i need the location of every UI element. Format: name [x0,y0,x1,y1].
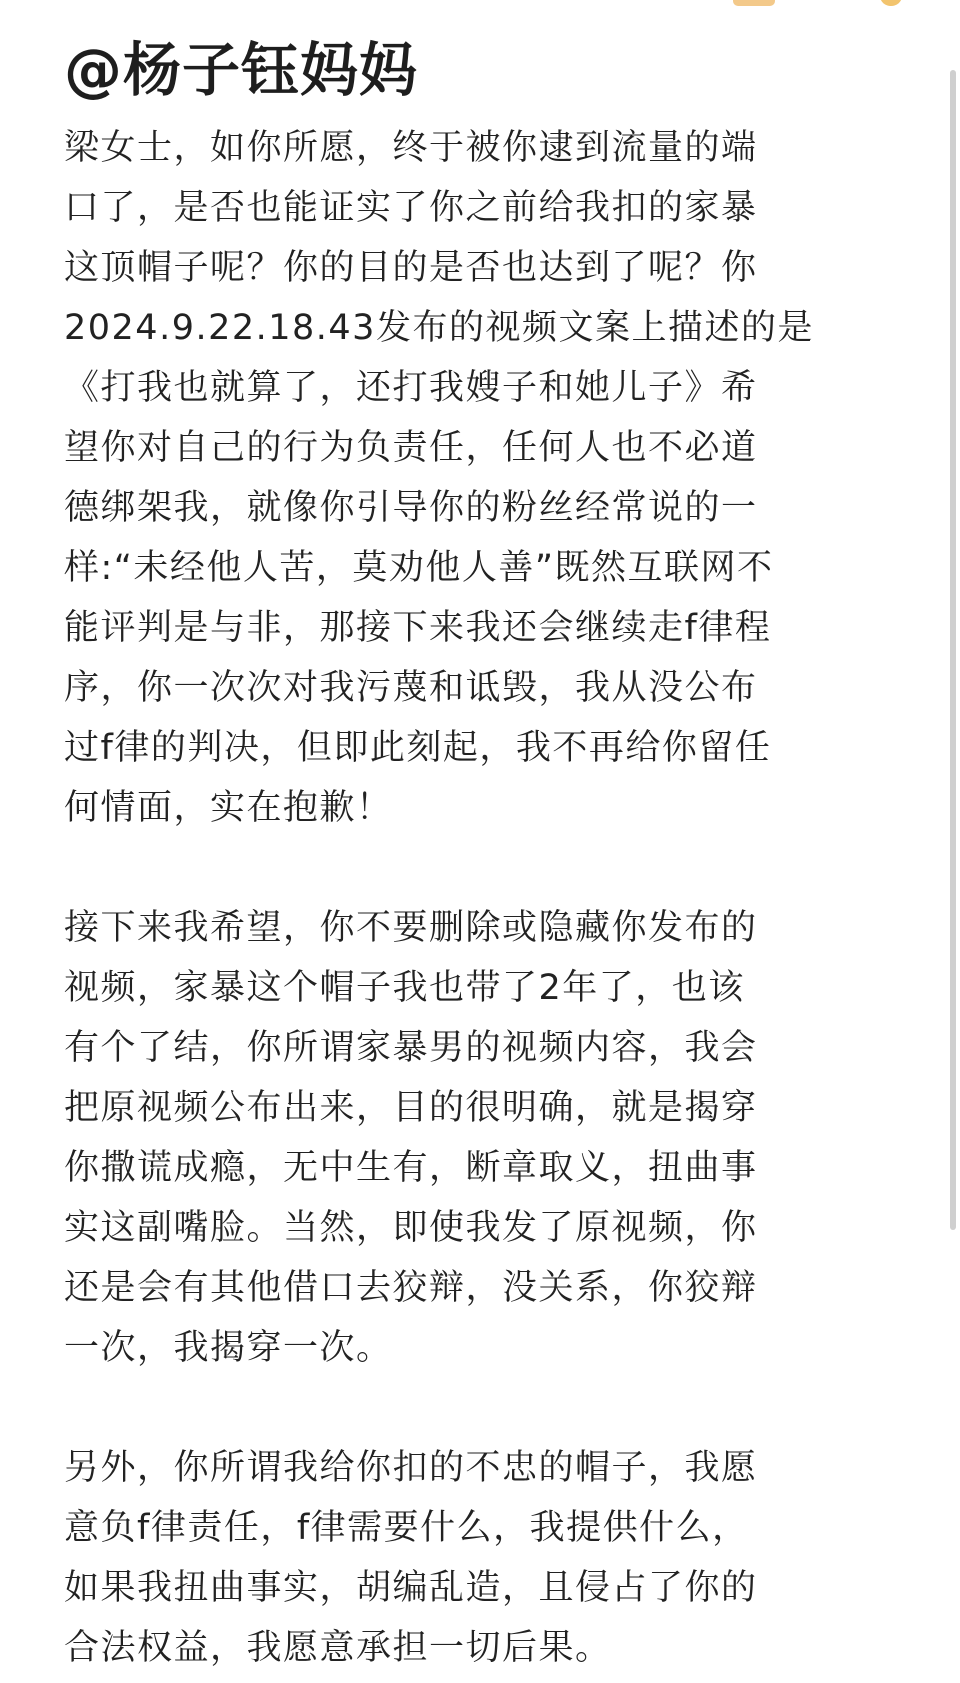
author-handle[interactable]: @杨子钰妈妈 [64,36,419,104]
text-line: 这顶帽子呢？你的目的是否也达到了呢？你 [64,248,758,288]
text-line: 另外，你所谓我给你扣的不忠的帽子，我愿 [64,1448,758,1488]
text-line: 意负f律责任，f律需要什么，我提供什么， [64,1508,749,1548]
paragraph-spacer [64,838,894,898]
text-line: 2024.9.22.18.43发布的视频文案上描述的是 [64,308,814,348]
paragraph-1 [64,118,894,838]
text-line: 合法权益，我愿意承担一切后果。 [64,1628,612,1668]
text-line: 实这副嘴脸。当然，即使我发了原视频，你 [64,1208,758,1248]
notification-badge [733,0,775,6]
text-line: 口了，是否也能证实了你之前给我扣的家暴 [64,188,758,228]
paragraph-2 [64,898,894,1378]
avatar-icon [880,0,902,6]
text-line: 如果我扭曲事实，胡编乱造，且侵占了你的 [64,1568,758,1608]
text-line: 《打我也就算了，还打我嫂子和她儿子》希 [64,368,758,408]
post-content [64,30,894,1678]
text-line: 样:“未经他人苦，莫劝他人善”既然互联网不 [64,548,774,588]
text-line: 还是会有其他借口去狡辩，没关系，你狡辩 [64,1268,758,1308]
text-line: 序，你一次次对我污蔑和诋毁，我从没公布 [64,668,758,708]
text-line: 德绑架我，就像你引导你的粉丝经常说的一 [64,488,758,528]
paragraph-3 [64,1438,894,1678]
text-line: 有个了结，你所谓家暴男的视频内容，我会 [64,1028,758,1068]
text-line: 接下来我希望，你不要删除或隐藏你发布的 [64,908,758,948]
text-line: 一次，我揭穿一次。 [64,1328,393,1368]
paragraph-spacer [64,1378,894,1438]
text-line: 梁女士，如你所愿，终于被你逮到流量的端 [64,128,758,168]
text-line: 你撒谎成瘾，无中生有，断章取义，扭曲事 [64,1148,758,1188]
text-line: 把原视频公布出来，目的很明确，就是揭穿 [64,1088,758,1128]
vertical-scrollbar[interactable] [950,70,956,1230]
text-line: 望你对自己的行为负责任，任何人也不必道 [64,428,758,468]
text-line: 能评判是与非，那接下来我还会继续走f律程 [64,608,772,648]
text-line: 视频，家暴这个帽子我也带了2年了，也该 [64,968,745,1008]
text-line: 过f律的判决，但即此刻起，我不再给你留任 [64,728,772,768]
text-line: 何情面，实在抱歉！ [64,788,393,828]
top-status-strip [0,0,960,8]
